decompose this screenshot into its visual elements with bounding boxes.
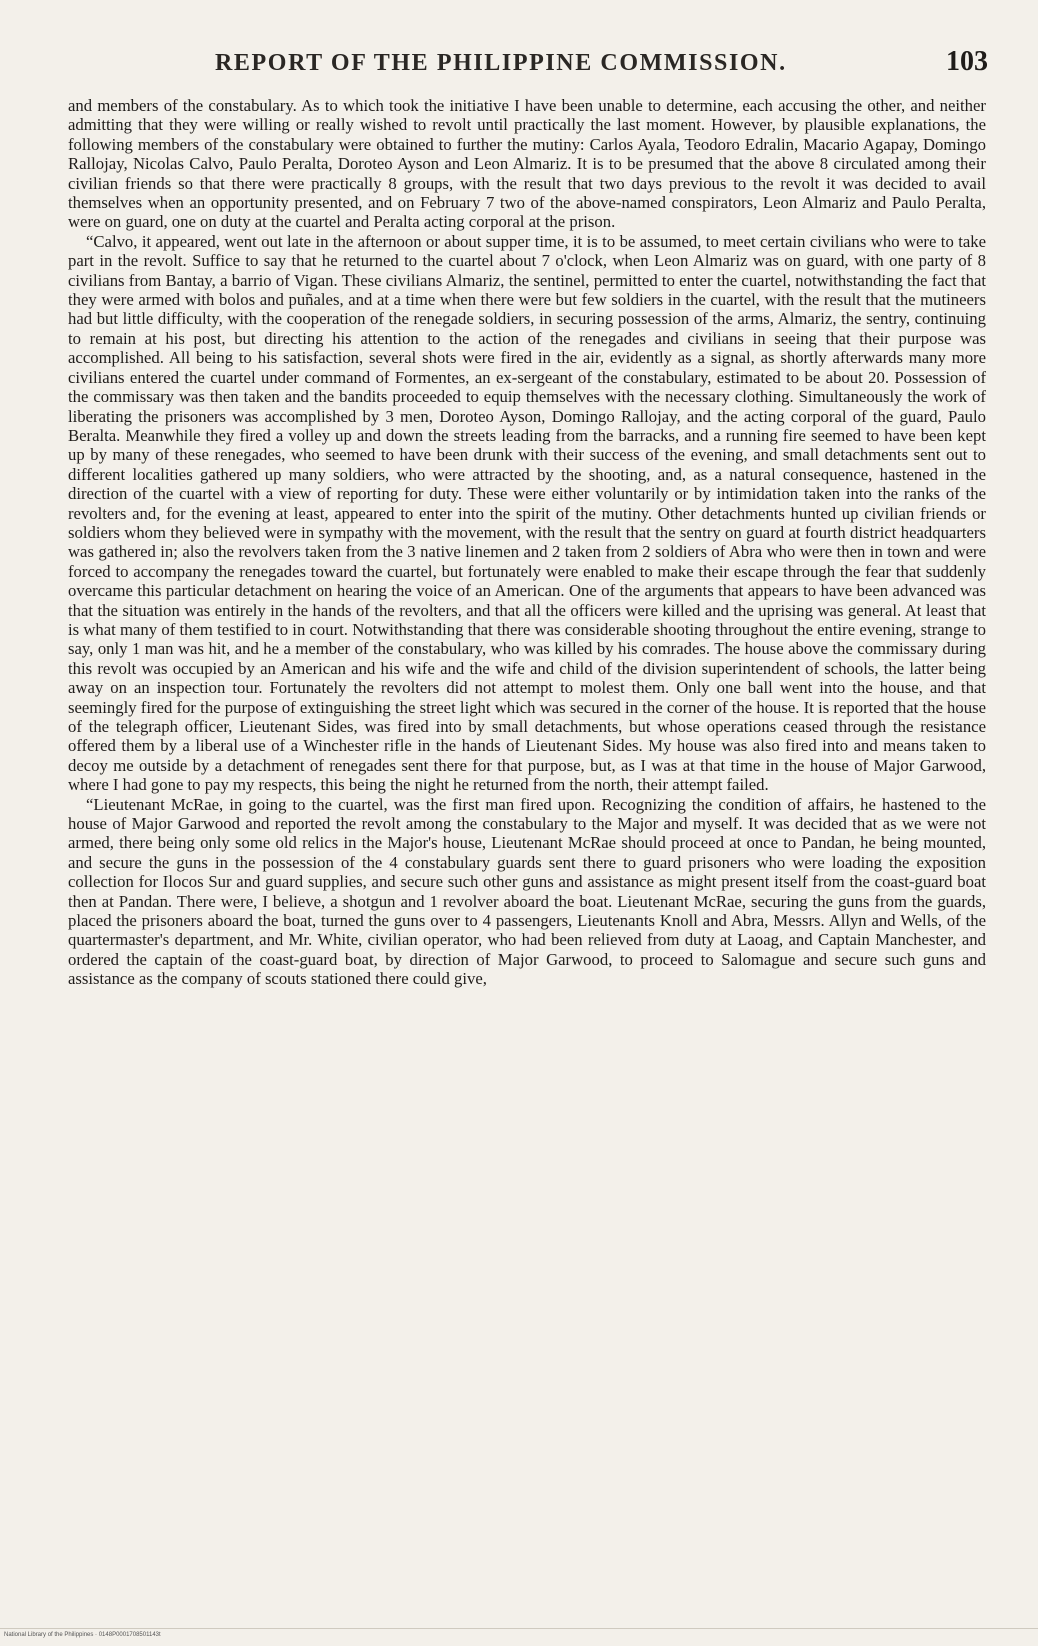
paragraph-3: “Lieutenant McRae, in going to the cuartel, was the first man fired upon. Recognizing the condition of affairs, he hastened to the house of Major Garwood and reported the revolt among the constabulary to the Major and myself. It was decided that as we were not armed, there being only some old relics in the Major's house, Lieutenant McRae should proceed at once to Pandan, he being mounted, and secure the guns in the possession of the 4 constabulary guards sent there to guard prisoners who were loading the exposition collection for Ilocos Sur and guard supplies, and secure such other guns and assistance as might present itself from the coast-guard boat then at Pandan. There were, I believe, a shotgun and 1 revolver aboard the boat. Lieutenant McRae, securing the guns from the guards, placed the prisoners aboard the boat, turned the guns over to 4 passengers, Lieutenants Knoll and Abra, Messrs. Allyn and Wells, of the quartermaster's department, and Mr. White, civilian operator, who had been relieved from duty at Laoag, and Captain Manchester, and ordered the captain of the coast-guard boat, by direction of Major Garwood, to proceed to Salomague and secure such guns and assistance as the company of scouts stationed there could give, [68, 794, 986, 989]
page-header [70, 46, 988, 86]
footer-credit: National Library of the Philippines · 0148P0001708501143t [4, 1632, 161, 1638]
paragraph-1: and members of the constabulary. As to which took the initiative I have been unable to determine, each accusing the other, and neither admitting that they were willing or really wished to revolt until practically the last moment. However, by plausible explanations, the following members of the constabulary were obtained to further the mutiny: Carlos Ayala, Teodoro Edralin, Macario Agapay, Domingo Rallojay, Nicolas Calvo, Paulo Peralta, Doroteo Ayson and Leon Almariz. It is to be presumed that the above 8 circulated among their civilian friends so that there were practically 8 groups, with the result that two days previous to the revolt it was decided to avail themselves when an opportunity presented, and on February 7 two of the above-named conspirators, Leon Almariz and Paulo Peralta, were on guard, one on duty at the cuartel and Peralta acting corporal at the prison. [68, 96, 986, 232]
page-number: 103 [946, 46, 988, 77]
running-head: REPORT OF THE PHILIPPINE COMMISSION. [215, 50, 787, 76]
report-body [68, 96, 986, 1606]
paragraph-2: “Calvo, it appeared, went out late in the afternoon or about supper time, it is to be assumed, to meet certain civilians who were to take part in the revolt. Suffice to say that he returned to the cuartel about 7 o'clock, when Leon Almariz was on guard, with one party of 8 civilians from Bantay, a barrio of Vigan. These civilians Almariz, the sentinel, permitted to enter the cuartel, notwithstanding the fact that they were armed with bolos and puñales, and at a time when there were but few soldiers in the cuartel, with the result that the mutineers had but little difficulty, with the cooperation of the renegade soldiers, in securing possession of the arms, Almariz, the sentry, continuing to remain at his post, but directing his attention to the action of the renegades and civilians in seeing that their purpose was accomplished. All being to his satisfaction, several shots were fired in the air, evidently as a signal, as shortly afterwards many more civilians entered the cuartel under command of Formentes, an ex-sergeant of the constabulary, estimated to be about 20. Possession of the commissary was then taken and the bandits proceeded to equip themselves with the necessary clothing. Simultaneously the work of liberating the prisoners was accomplished by 3 men, Doroteo Ayson, Domingo Rallojay, and the acting corporal of the guard, Paulo Beralta. Meanwhile they fired a volley up and down the streets leading from the barracks, and a running fire seemed to have been kept up by many of these renegades, who seemed to have been drunk with their success of the evening, and small detachments sent out to different localities gathered up many soldiers, who were attracted by the shooting, and, as a natural consequence, hastened in the direction of the cuartel with a view of reporting for duty. These were either voluntarily or by intimidation taken into the ranks of the revolters and, for the evening at least, appeared to enter into the spirit of the mutiny. Other detachments hunted up civilian friends or soldiers whom they believed were in sympathy with the movement, with the result that the sentry on guard at fourth district headquarters was gathered in; also the revolvers taken from the 3 native linemen and 2 taken from 2 soldiers of Abra who were then in town and were forced to accompany the renegades toward the cuartel, but fortunately were enabled to make their escape through the fear that suddenly overcame this particular detachment on hearing the voice of an American. One of the arguments that appears to have been advanced was that the situation was entirely in the hands of the revolters, and that all the officers were killed and the uprising was general. At least that is what many of them testified to in court. Notwithstanding that there was considerable shooting throughout the entire evening, strange to say, only 1 man was hit, and he a member of the constabulary, who was killed by his comrades. The house above the commissary during this revolt was occupied by an American and his wife and the wife and child of the division superintendent of schools, the latter being away on an inspection tour. Fortunately the revolters did not attempt to molest them. Only one ball went into the house, and that seemingly fired for the purpose of extinguishing the street light which was secured in the corner of the house. It is reported that the house of the telegraph officer, Lieutenant Sides, was fired into by small detachments, but whose operations ceased through the resistance offered them by a liberal use of a Winchester rifle in the hands of Lieutenant Sides. My house was also fired into and means taken to decoy me outside by a detachment of renegades sent there for that purpose, but, as I was at that time in the house of Major Garwood, where I had gone to pay my respects, this being the night he returned from the north, their attempt failed. [68, 231, 986, 795]
footer-divider [0, 1628, 1038, 1629]
